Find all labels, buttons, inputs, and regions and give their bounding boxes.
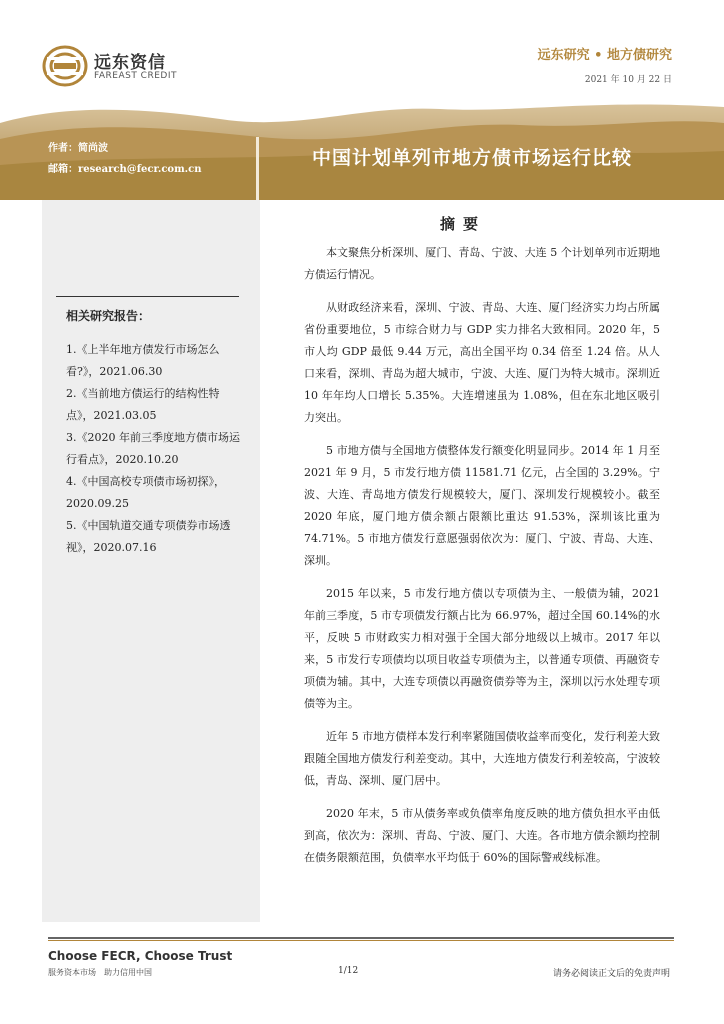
footer-slogan: Choose FECR, Choose Trust	[48, 949, 233, 963]
footer-slogan-sub: 服务资本市场 助力信用中国	[48, 968, 152, 977]
abstract-paragraph: 从财政经济来看，深圳、宁波、青岛、大连、厦门经济实力均占所属省份重要地位，5 市综合财力与 GDP 实力排名大致相同。2020 年，5 市人均 GDP 最低 9.44 万元，高出全国平均 0.34 倍至 1.24 倍。从人口来看，深圳、青岛为超大城市，宁波、大连、厦门为特大城市。深圳近 10 年年均人口增长 5.35%。大连增速虽为 1.08%，但在东北地区吸引力突出。	[304, 301, 660, 424]
related-report-link[interactable]: 5.《中国轨道交通专项债券市场透视》，2020.07.16	[66, 519, 231, 554]
fareast-credit-logo-icon	[42, 44, 88, 88]
abstract-paragraph: 2020 年末，5 市从债务率或负债率角度反映的地方债负担水平由低到高，依次为：深圳、青岛、宁波、厦门、大连。各市地方债余额均控制在债务限额范围，负债率水平均低于 60%的国际警戒线标准。	[304, 807, 660, 864]
disclaimer-note[interactable]: 请务必阅读正文后的免责声明	[552, 969, 670, 979]
sidebar-divider	[56, 296, 239, 297]
company-logo	[42, 44, 202, 88]
author-email: 邮箱：research@fecr.com.cn	[48, 164, 202, 175]
abstract-paragraph: 近年 5 市地方债样本发行利率紧随国债收益率而变化，发行利差大致跟随全国地方债发行利差变动。其中，大连地方债发行利差较高，宁波较低，青岛、深圳、厦门居中。	[304, 730, 660, 787]
page-number: 1/12	[338, 966, 359, 976]
abstract-paragraph: 本文聚焦分析深圳、厦门、青岛、宁波、大连 5 个计划单列市近期地方债运行情况。	[304, 246, 660, 281]
abstract-body	[304, 242, 660, 880]
report-date: 2021 年 10 月 22 日	[584, 75, 672, 85]
abstract-paragraph: 2015 年以来，5 市发行地方债以专项债为主、一般债为辅，2021 年前三季度，5 市专项债发行额占比为 66.97%，超过全国 60.14%的水平，反映 5 市财政实力相对强于全国大部分地级以上城市。2017 年以来，5 市发行专项债均以项目收益专项债为主，以普通专项债、再融资专项债为辅。其中，大连专项债以再融资债券等为主，深圳以污水处理专项债等为主。	[304, 587, 660, 710]
abstract-paragraph: 5 市地方债与全国地方债整体发行额变化明显同步。2014 年 1 月至 2021 年 9 月，5 市发行地方债 11581.71 亿元，占全国的 3.29%。宁波、大连、青岛地方债发行规模较大，厦门、深圳发行规模较小。截至 2020 年底，厦门地方债余额占限额比重达 91.53%，深圳该比重为 74.71%。5 市地方债发行意愿强弱依次为：厦门、宁波、青岛、大连、深圳。	[304, 444, 660, 567]
report-title: 中国计划单列市地方债市场运行比较	[312, 147, 633, 169]
related-report-link[interactable]: 3.《2020 年前三季度地方债市场运行看点》，2020.10.20	[66, 431, 240, 466]
abstract-heading: 摘要	[440, 215, 487, 233]
footer-divider-accent	[48, 940, 674, 941]
related-reports-heading: 相关研究报告：	[66, 309, 151, 323]
logo-english-name: FAREAST CREDIT	[94, 71, 177, 81]
research-series-label: 远东研究 • 地方债研究	[537, 48, 672, 63]
logo-chinese-name: 远东资信	[94, 53, 166, 73]
related-report-link[interactable]: 4.《中国高校专项债市场初探》，2020.09.25	[66, 475, 225, 510]
author-line: 作者：简尚波	[48, 143, 108, 154]
related-reports-list	[66, 339, 246, 559]
footer-divider	[48, 937, 674, 939]
related-report-link[interactable]: 1.《上半年地方债发行市场怎么看?》，2021.06.30	[66, 343, 220, 378]
related-report-link[interactable]: 2.《当前地方债运行的结构性特点》，2021.03.05	[66, 387, 220, 422]
